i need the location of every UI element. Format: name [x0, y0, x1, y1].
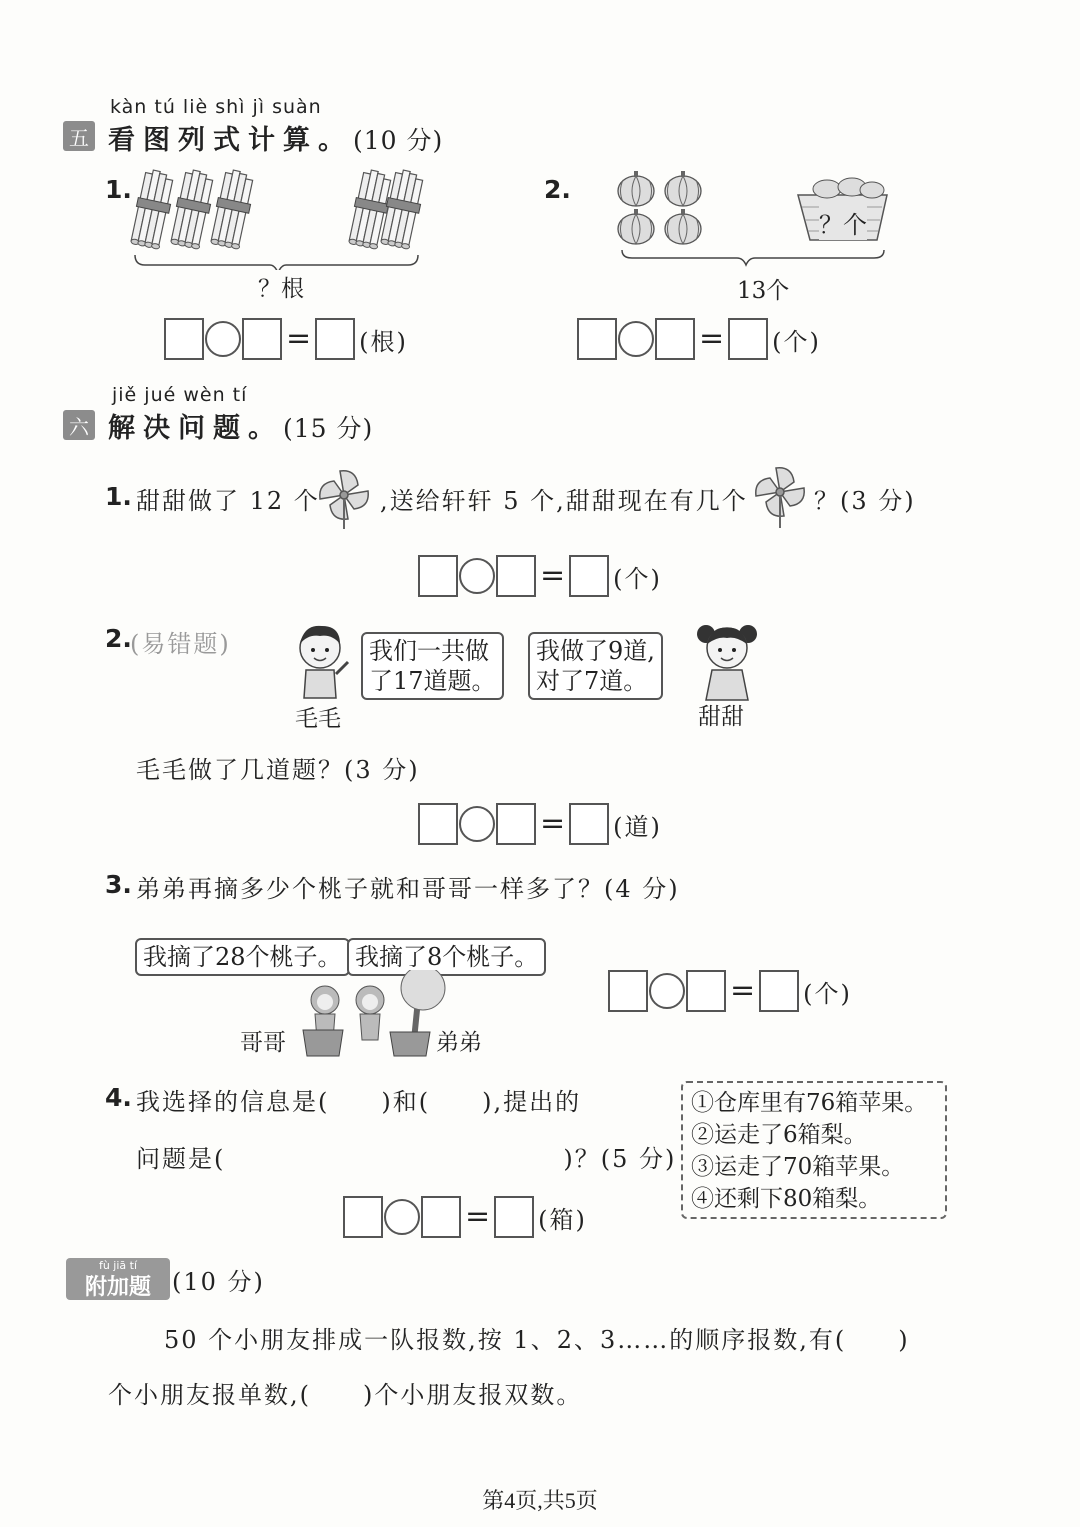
- section6-title: 解决问题。(15 分): [108, 413, 374, 444]
- q6-3-equation: = (个): [608, 970, 852, 1012]
- q6-4-line2: 问题是( )？(5 分): [136, 1145, 677, 1173]
- boy-illustration: [292, 622, 352, 702]
- speech-bubble-gege: 我摘了28个桃子。: [135, 938, 350, 976]
- q6-1-equation: = (个): [418, 555, 662, 597]
- section5-pinyin: kàn tú liè shì jì suàn: [110, 96, 322, 118]
- section5-badge: 五: [63, 121, 95, 151]
- operator-circle[interactable]: [459, 806, 495, 842]
- answer-box[interactable]: [608, 970, 648, 1012]
- q6-2-equation: = (道): [418, 803, 662, 845]
- q6-2-question: 毛毛做了几道题？(3 分): [136, 756, 420, 784]
- extra-line2: 个小朋友报单数,( )个小朋友报双数。: [108, 1381, 583, 1409]
- speech-bubble-girl: 我做了9道, 对了7道。: [528, 632, 663, 700]
- operator-circle[interactable]: [618, 321, 654, 357]
- q6-2-number: 2.: [105, 624, 132, 653]
- name-tiantian: 甜甜: [698, 704, 744, 730]
- answer-box[interactable]: [421, 1196, 461, 1238]
- answer-box[interactable]: [728, 318, 768, 360]
- q5-1-number: 1.: [105, 175, 132, 204]
- operator-circle[interactable]: [384, 1199, 420, 1235]
- answer-box[interactable]: [655, 318, 695, 360]
- answer-box[interactable]: [494, 1196, 534, 1238]
- info-item: ②运走了6箱梨。: [691, 1122, 867, 1148]
- name-gege: 哥哥: [240, 1030, 286, 1056]
- pinwheel-icon: [312, 465, 376, 529]
- q6-2-tag: (易错题): [130, 630, 231, 658]
- section5-title: 看图列式计算。(10 分): [108, 125, 444, 156]
- unit-label: (根): [359, 327, 408, 356]
- answer-box[interactable]: [418, 803, 458, 845]
- extra-score: (10 分): [172, 1268, 265, 1296]
- answer-box[interactable]: [569, 803, 609, 845]
- section6-score: (15 分): [283, 414, 374, 443]
- extra-line1: 50 个小朋友排成一队报数,按 1、2、3……的顺序报数,有( ): [164, 1326, 910, 1354]
- answer-box[interactable]: [496, 555, 536, 597]
- unit-label: (个): [803, 979, 852, 1008]
- answer-box[interactable]: [496, 803, 536, 845]
- name-didi: 弟弟: [436, 1030, 482, 1056]
- unit-label: (箱): [538, 1205, 587, 1234]
- monkeys-illustration: [295, 970, 455, 1060]
- q6-1-text-b: ,送给轩轩 5 个,甜甜现在有几个: [380, 487, 748, 515]
- operator-circle[interactable]: [459, 558, 495, 594]
- q5-2-equation: = (个): [577, 318, 821, 360]
- q6-4-equation: = (箱): [343, 1196, 587, 1238]
- sticks-picture: [125, 165, 435, 270]
- q6-4-number: 4.: [105, 1083, 132, 1112]
- unit-label: (个): [772, 327, 821, 356]
- q6-4-line1: 我选择的信息是( )和( ),提出的: [136, 1088, 582, 1116]
- speech-bubble-boy: 我们一共做 了17道题。: [361, 632, 504, 700]
- q6-1-text-c: ？(3 分): [814, 487, 916, 515]
- q6-3-question: 弟弟再摘多少个桃子就和哥哥一样多了？(4 分): [136, 875, 680, 903]
- q6-1-text-a: 甜甜做了 12 个: [136, 487, 320, 515]
- info-box: [681, 1081, 947, 1219]
- unit-label: (道): [613, 812, 662, 841]
- info-item: ③运走了70箱苹果。: [691, 1154, 905, 1180]
- section6-badge: 六: [63, 410, 95, 440]
- page-footer: 第4页,共5页: [482, 1488, 598, 1513]
- pinwheel-icon: [748, 462, 812, 528]
- answer-box[interactable]: [418, 555, 458, 597]
- answer-box[interactable]: [242, 318, 282, 360]
- q5-1-label: ？根: [258, 276, 304, 302]
- info-item: ④还剩下80箱梨。: [691, 1186, 882, 1212]
- answer-box[interactable]: [164, 318, 204, 360]
- name-maomao: 毛毛: [295, 706, 341, 732]
- unit-label: (个): [613, 564, 662, 593]
- girl-illustration: [694, 620, 760, 702]
- operator-circle[interactable]: [205, 321, 241, 357]
- answer-box[interactable]: [759, 970, 799, 1012]
- q5-1-equation: = (根): [164, 318, 408, 360]
- answer-box[interactable]: [577, 318, 617, 360]
- q6-1-number: 1.: [105, 482, 132, 511]
- q5-2-label: 13个: [737, 278, 790, 304]
- q5-2-number: 2.: [544, 175, 571, 204]
- answer-box[interactable]: [343, 1196, 383, 1238]
- speech-bubble-didi: 我摘了8个桃子。: [347, 938, 546, 976]
- extra-badge: fù jiā tí 附加题: [66, 1258, 170, 1300]
- info-item: ①仓库里有76箱苹果。: [691, 1090, 928, 1116]
- operator-circle[interactable]: [649, 973, 685, 1009]
- answer-box[interactable]: [569, 555, 609, 597]
- basket-label: ？个: [819, 205, 867, 240]
- section5-score: (10 分): [353, 126, 444, 155]
- answer-box[interactable]: [686, 970, 726, 1012]
- q6-3-number: 3.: [105, 870, 132, 899]
- section6-pinyin: jiě jué wèn tí: [112, 384, 248, 406]
- answer-box[interactable]: [315, 318, 355, 360]
